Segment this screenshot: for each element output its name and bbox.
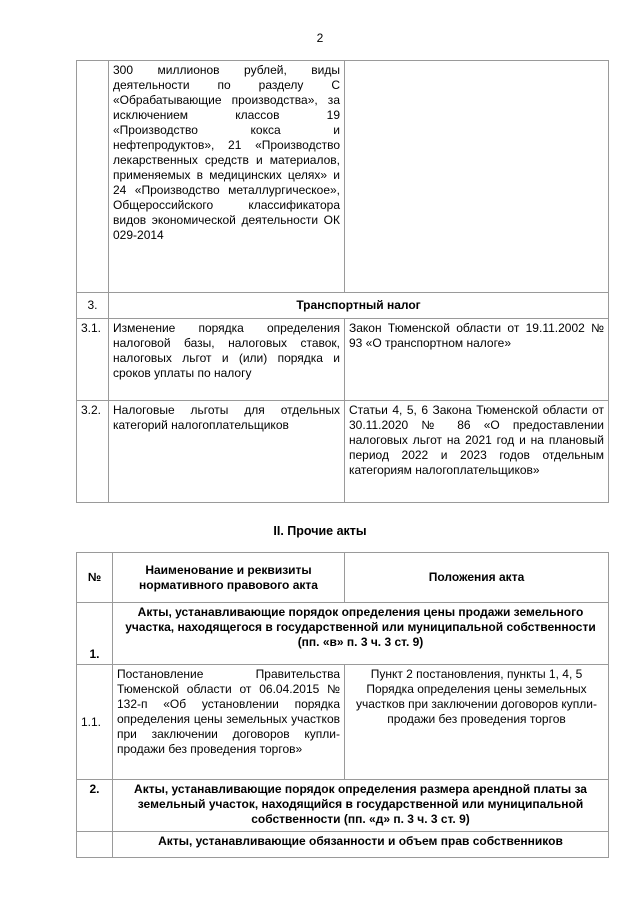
section-heading: II. Прочие акты [273,524,367,538]
act-cell [345,61,609,293]
table-row [77,401,609,503]
row-number: 3.1. [77,319,109,401]
section-row [77,293,609,319]
group-row [77,832,609,858]
header-num: № [77,553,113,603]
row-provisions: Пункт 2 постановления, пункты 1, 4, 5 Порядка определения цены земельных участков при заключении договоров купли-продажи без проведения торгов [345,665,609,780]
section-number: 3. [77,293,109,319]
table-row [77,319,609,401]
page-number: 2 [316,31,324,45]
group-title: Акты, устанавливающие обязанности и объем прав собственников [113,832,609,858]
row-name: Постановление Правительства Тюменской области от 06.04.2015 № 132-п «Об установлении порядка определения цены земельных участков при заключении договоров купли-продажи без проведения торгов» [113,665,345,780]
group-row [77,780,609,832]
row-number: 1.1. [77,665,113,780]
other-acts-table [76,552,609,858]
group-title: Акты, устанавливающие порядок определения цены продажи земельного участка, находящегося в государственной или муниципальной собственности (пп. «в» п. 3 ч. 3 ст. 9) [113,603,609,665]
row-name: Налоговые льготы для отдельных категорий налогоплательщиков [109,401,345,503]
group-row [77,603,609,665]
tax-acts-table [76,60,609,503]
table-row [77,665,609,780]
row-name: Изменение порядка определения налоговой базы, налоговых ставок, налоговых льгот и (или) порядка и сроков уплаты по налогу [109,319,345,401]
row-act: Закон Тюменской области от 19.11.2002 № 93 «О транспортном налоге» [345,319,609,401]
group-title: Акты, устанавливающие порядок определения размера арендной платы за земельный участок, находящийся в государственной или муниципальной собственности (пп. «д» п. 3 ч. 3 ст. 9) [113,780,609,832]
group-number: 1. [77,603,113,665]
row-act: Статьи 4, 5, 6 Закона Тюменской области от 30.11.2020 № 86 «О предоставлении налоговых льгот на 2021 год и на плановый период 2022 и 2023 годов отдельным категориям налогоплательщиков» [345,401,609,503]
row-number: 3.2. [77,401,109,503]
continued-name-cell: 300 миллионов рублей, виды деятельности по разделу С «Обрабатывающие производства», за исключением классов 19 «Производство кокса и нефтепродуктов», 21 «Производство лекарственных средств и материалов, применяемых в медицинских целях» и 24 «Производство металлургическое», Общероссийского классификатора видов экономической деятельности ОК 029-2014 [109,61,345,293]
section-title: Транспортный налог [109,293,609,319]
header-row [77,553,609,603]
header-provisions: Положения акта [345,553,609,603]
table-row [77,61,609,293]
header-name: Наименование и реквизиты нормативного правового акта [113,553,345,603]
group-number: 2. [77,780,113,832]
num-cell [77,61,109,293]
group-number [77,832,113,858]
